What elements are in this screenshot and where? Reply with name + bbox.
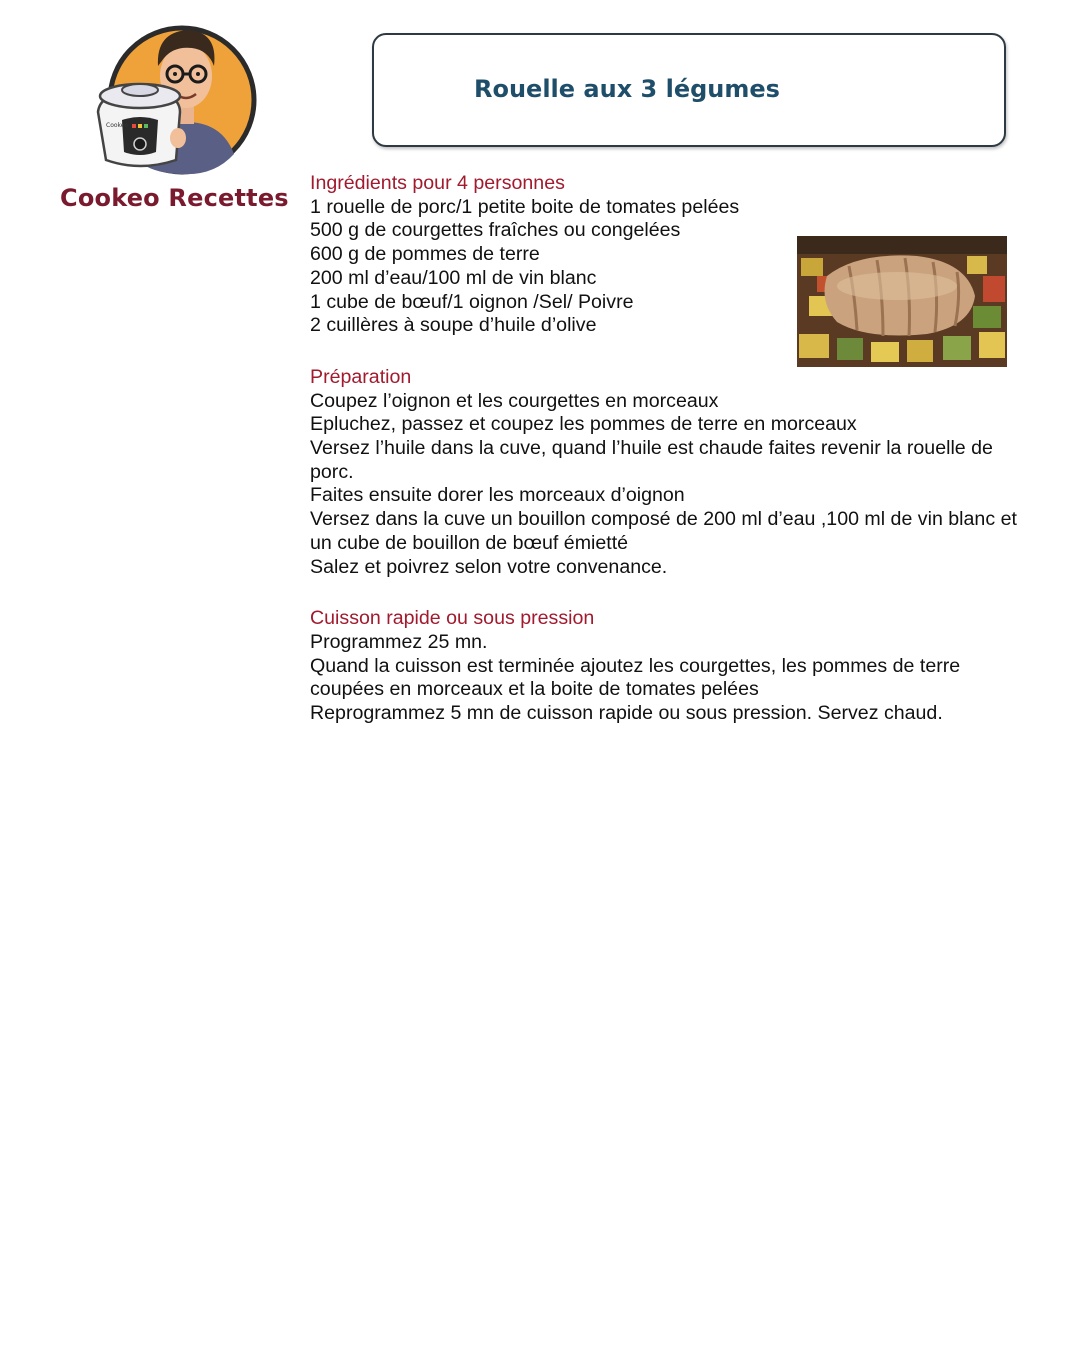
ingredients-heading: Ingrédients pour 4 personnes [310,172,565,194]
preparation-line: Coupez l’oignon et les courgettes en morceaux [310,389,719,412]
cooking-heading: Cuisson rapide ou sous pression [310,607,595,630]
preparation-line: Faites ensuite dorer les morceaux d’oignon [310,484,685,507]
appliance-label: Cookeo [106,122,129,129]
recipe-title: Rouelle aux 3 légumes [474,75,780,103]
ingredient-line: 1 rouelle de porc/1 petite boite de tomates pelées [310,195,740,218]
section-spacer [310,338,1030,366]
recipe-title-box [372,33,1006,147]
brand-logo [58,14,288,224]
preparation-line: Versez l’huile dans la cuve, quand l’huile est chaude faites revenir la rouelle de porc. [310,437,993,483]
preparation-line: Epluchez, passez et coupez les pommes de terre en morceaux [310,413,857,436]
preparation-line: Salez et poivrez selon votre convenance. [310,555,668,578]
preparation-heading: Préparation [310,365,412,388]
cooking-line: Programmez 25 mn. [310,630,488,653]
ingredient-line: 200 ml d’eau/100 ml de vin blanc [310,266,597,289]
cooking-line: Quand la cuisson est terminée ajoutez les courgettes, les pommes de terre coupées en morceaux et la boite de tomates pelées [310,654,961,701]
ingredient-line: 2 cuillères à soupe d’huile d’olive [310,314,597,337]
ingredient-line: 500 g de courgettes fraîches ou congelées [310,219,681,242]
ingredient-line: 1 cube de bœuf/1 oignon /Sel/ Poivre [310,290,634,313]
chef-logo-icon [94,14,260,182]
cooking-line: Reprogrammez 5 mn de cuisson rapide ou sous pression. Servez chaud. [310,702,943,725]
section-spacer [310,579,1030,607]
ingredient-line: 600 g de pommes de terre [310,243,540,266]
preparation-line: Versez dans la cuve un bouillon composé de 200 ml d’eau ,100 ml de vin blanc et un cube de bouillon de bœuf émietté [310,508,1017,554]
recipe-content [310,172,1030,726]
brand-name: Cookeo Recettes [60,184,289,212]
